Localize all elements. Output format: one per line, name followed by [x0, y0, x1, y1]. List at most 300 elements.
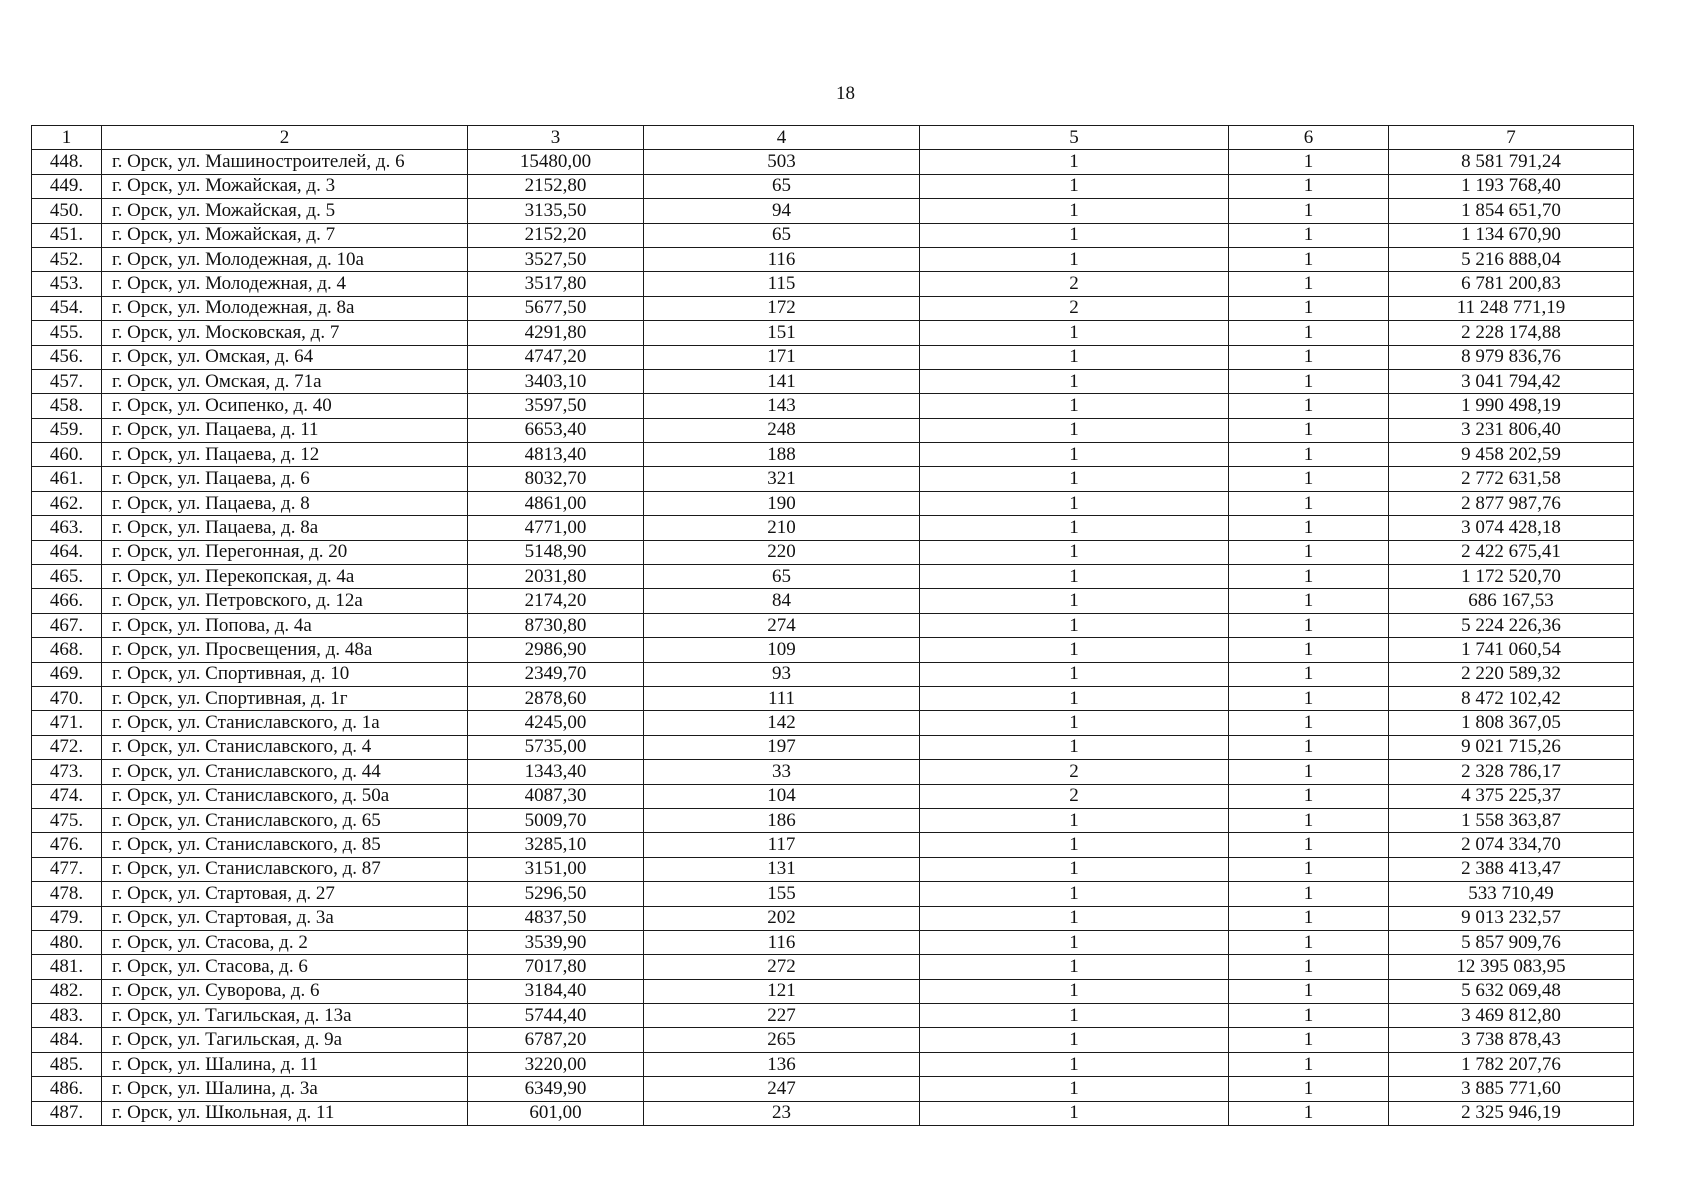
column-5-value-cell: 2: [920, 784, 1229, 808]
column-5-value-cell: 1: [920, 150, 1229, 174]
row-number-cell: 455.: [32, 321, 102, 345]
area-cell: 3220,00: [468, 1052, 644, 1076]
column-5-value-cell: 1: [920, 321, 1229, 345]
residents-cell: 116: [644, 247, 920, 271]
table-row: [32, 906, 1634, 930]
residents-cell: 93: [644, 662, 920, 686]
area-cell: 15480,00: [468, 150, 644, 174]
area-cell: 8032,70: [468, 467, 644, 491]
table-row: [32, 296, 1634, 320]
cost-cell: 1 172 520,70: [1389, 565, 1634, 589]
row-number-cell: 475.: [32, 808, 102, 832]
area-cell: 3527,50: [468, 247, 644, 271]
column-6-value-cell: 1: [1229, 808, 1389, 832]
address-cell: г. Орск, ул. Осипенко, д. 40: [102, 394, 468, 418]
area-cell: 1343,40: [468, 760, 644, 784]
area-cell: 4861,00: [468, 491, 644, 515]
table-row: [32, 491, 1634, 515]
cost-cell: 4 375 225,37: [1389, 784, 1634, 808]
area-cell: 5296,50: [468, 882, 644, 906]
row-number-cell: 481.: [32, 955, 102, 979]
table-header: [32, 126, 1634, 150]
address-cell: г. Орск, ул. Перегонная, д. 20: [102, 540, 468, 564]
table-row: [32, 882, 1634, 906]
column-header-1: 1: [32, 126, 102, 150]
area-cell: 5148,90: [468, 540, 644, 564]
column-6-value-cell: 1: [1229, 711, 1389, 735]
area-cell: 3135,50: [468, 199, 644, 223]
area-cell: 8730,80: [468, 613, 644, 637]
table-row: [32, 369, 1634, 393]
column-6-value-cell: 1: [1229, 540, 1389, 564]
address-cell: г. Орск, ул. Просвещения, д. 48а: [102, 638, 468, 662]
column-5-value-cell: 1: [920, 223, 1229, 247]
column-header-5: 5: [920, 126, 1229, 150]
area-cell: 601,00: [468, 1101, 644, 1125]
cost-cell: 3 469 812,80: [1389, 1004, 1634, 1028]
row-number-cell: 454.: [32, 296, 102, 320]
table-row: [32, 955, 1634, 979]
area-cell: 2349,70: [468, 662, 644, 686]
row-number-cell: 448.: [32, 150, 102, 174]
column-5-value-cell: 1: [920, 345, 1229, 369]
column-6-value-cell: 1: [1229, 662, 1389, 686]
row-number-cell: 482.: [32, 979, 102, 1003]
residents-cell: 503: [644, 150, 920, 174]
cost-cell: 2 328 786,17: [1389, 760, 1634, 784]
column-6-value-cell: 1: [1229, 491, 1389, 515]
table-row: [32, 418, 1634, 442]
cost-cell: 3 885 771,60: [1389, 1077, 1634, 1101]
residents-cell: 23: [644, 1101, 920, 1125]
column-6-value-cell: 1: [1229, 638, 1389, 662]
address-cell: г. Орск, ул. Станиславского, д. 50а: [102, 784, 468, 808]
row-number-cell: 485.: [32, 1052, 102, 1076]
column-5-value-cell: 1: [920, 882, 1229, 906]
cost-cell: 5 224 226,36: [1389, 613, 1634, 637]
cost-cell: 2 772 631,58: [1389, 467, 1634, 491]
address-cell: г. Орск, ул. Спортивная, д. 1г: [102, 686, 468, 710]
table-row: [32, 1028, 1634, 1052]
column-5-value-cell: 1: [920, 589, 1229, 613]
area-cell: 5744,40: [468, 1004, 644, 1028]
area-cell: 4813,40: [468, 443, 644, 467]
table-row: [32, 784, 1634, 808]
table-row: [32, 711, 1634, 735]
address-cell: г. Орск, ул. Станиславского, д. 65: [102, 808, 468, 832]
area-cell: 3517,80: [468, 272, 644, 296]
area-cell: 3151,00: [468, 857, 644, 881]
area-cell: 7017,80: [468, 955, 644, 979]
cost-cell: 9 021 715,26: [1389, 735, 1634, 759]
row-number-cell: 464.: [32, 540, 102, 564]
residents-cell: 274: [644, 613, 920, 637]
residents-cell: 188: [644, 443, 920, 467]
residents-cell: 186: [644, 808, 920, 832]
residents-cell: 265: [644, 1028, 920, 1052]
column-6-value-cell: 1: [1229, 443, 1389, 467]
table-row: [32, 662, 1634, 686]
cost-cell: 8 979 836,76: [1389, 345, 1634, 369]
address-cell: г. Орск, ул. Пацаева, д. 12: [102, 443, 468, 467]
row-number-cell: 462.: [32, 491, 102, 515]
table-row: [32, 979, 1634, 1003]
residents-cell: 84: [644, 589, 920, 613]
cost-cell: 3 074 428,18: [1389, 516, 1634, 540]
address-cell: г. Орск, ул. Можайская, д. 5: [102, 199, 468, 223]
row-number-cell: 477.: [32, 857, 102, 881]
address-cell: г. Орск, ул. Стартовая, д. 27: [102, 882, 468, 906]
column-6-value-cell: 1: [1229, 296, 1389, 320]
column-6-value-cell: 1: [1229, 394, 1389, 418]
column-5-value-cell: 1: [920, 199, 1229, 223]
residents-cell: 115: [644, 272, 920, 296]
column-5-value-cell: 1: [920, 1052, 1229, 1076]
row-number-cell: 459.: [32, 418, 102, 442]
column-5-value-cell: 1: [920, 467, 1229, 491]
area-cell: 6653,40: [468, 418, 644, 442]
address-cell: г. Орск, ул. Станиславского, д. 4: [102, 735, 468, 759]
cost-cell: 1 990 498,19: [1389, 394, 1634, 418]
area-cell: 2174,20: [468, 589, 644, 613]
row-number-cell: 451.: [32, 223, 102, 247]
column-6-value-cell: 1: [1229, 1004, 1389, 1028]
column-5-value-cell: 1: [920, 443, 1229, 467]
column-6-value-cell: 1: [1229, 247, 1389, 271]
cost-cell: 9 013 232,57: [1389, 906, 1634, 930]
address-cell: г. Орск, ул. Спортивная, д. 10: [102, 662, 468, 686]
cost-cell: 2 228 174,88: [1389, 321, 1634, 345]
column-6-value-cell: 1: [1229, 1101, 1389, 1125]
cost-cell: 1 741 060,54: [1389, 638, 1634, 662]
residents-cell: 104: [644, 784, 920, 808]
address-cell: г. Орск, ул. Молодежная, д. 4: [102, 272, 468, 296]
row-number-cell: 469.: [32, 662, 102, 686]
cost-cell: 6 781 200,83: [1389, 272, 1634, 296]
row-number-cell: 452.: [32, 247, 102, 271]
column-6-value-cell: 1: [1229, 955, 1389, 979]
residents-cell: 141: [644, 369, 920, 393]
column-6-value-cell: 1: [1229, 589, 1389, 613]
table-row: [32, 516, 1634, 540]
area-cell: 2878,60: [468, 686, 644, 710]
column-5-value-cell: 1: [920, 955, 1229, 979]
row-number-cell: 456.: [32, 345, 102, 369]
cost-cell: 1 134 670,90: [1389, 223, 1634, 247]
column-6-value-cell: 1: [1229, 418, 1389, 442]
residents-cell: 117: [644, 833, 920, 857]
column-6-value-cell: 1: [1229, 1028, 1389, 1052]
address-cell: г. Орск, ул. Тагильская, д. 9а: [102, 1028, 468, 1052]
residents-cell: 227: [644, 1004, 920, 1028]
column-5-value-cell: 2: [920, 296, 1229, 320]
table-row: [32, 857, 1634, 881]
column-5-value-cell: 1: [920, 735, 1229, 759]
cost-cell: 5 216 888,04: [1389, 247, 1634, 271]
address-cell: г. Орск, ул. Можайская, д. 3: [102, 174, 468, 198]
cost-cell: 8 472 102,42: [1389, 686, 1634, 710]
cost-cell: 686 167,53: [1389, 589, 1634, 613]
cost-cell: 12 395 083,95: [1389, 955, 1634, 979]
table-row: [32, 321, 1634, 345]
area-cell: 4245,00: [468, 711, 644, 735]
column-6-value-cell: 1: [1229, 223, 1389, 247]
column-6-value-cell: 1: [1229, 784, 1389, 808]
residents-cell: 65: [644, 174, 920, 198]
row-number-cell: 487.: [32, 1101, 102, 1125]
column-6-value-cell: 1: [1229, 735, 1389, 759]
column-5-value-cell: 1: [920, 833, 1229, 857]
address-cell: г. Орск, ул. Суворова, д. 6: [102, 979, 468, 1003]
residents-cell: 172: [644, 296, 920, 320]
address-cell: г. Орск, ул. Стасова, д. 6: [102, 955, 468, 979]
residents-cell: 65: [644, 223, 920, 247]
column-5-value-cell: 1: [920, 565, 1229, 589]
row-number-cell: 470.: [32, 686, 102, 710]
table-row: [32, 638, 1634, 662]
address-cell: г. Орск, ул. Пацаева, д. 8: [102, 491, 468, 515]
address-cell: г. Орск, ул. Можайская, д. 7: [102, 223, 468, 247]
residents-cell: 131: [644, 857, 920, 881]
area-cell: 5009,70: [468, 808, 644, 832]
row-number-cell: 468.: [32, 638, 102, 662]
area-cell: 6787,20: [468, 1028, 644, 1052]
table-row: [32, 565, 1634, 589]
column-5-value-cell: 1: [920, 857, 1229, 881]
residents-cell: 171: [644, 345, 920, 369]
row-number-cell: 463.: [32, 516, 102, 540]
table-row: [32, 345, 1634, 369]
area-cell: 4747,20: [468, 345, 644, 369]
table-row: [32, 150, 1634, 174]
column-5-value-cell: 1: [920, 418, 1229, 442]
column-6-value-cell: 1: [1229, 321, 1389, 345]
area-cell: 5735,00: [468, 735, 644, 759]
area-cell: 4087,30: [468, 784, 644, 808]
address-cell: г. Орск, ул. Станиславского, д. 1а: [102, 711, 468, 735]
residents-cell: 190: [644, 491, 920, 515]
residents-cell: 111: [644, 686, 920, 710]
area-cell: 3184,40: [468, 979, 644, 1003]
area-cell: 2152,20: [468, 223, 644, 247]
row-number-cell: 467.: [32, 613, 102, 637]
cost-cell: 2 325 946,19: [1389, 1101, 1634, 1125]
cost-cell: 3 738 878,43: [1389, 1028, 1634, 1052]
residents-cell: 202: [644, 906, 920, 930]
cost-cell: 2 220 589,32: [1389, 662, 1634, 686]
building-register-table: [31, 125, 1634, 1126]
table-row: [32, 272, 1634, 296]
area-cell: 5677,50: [468, 296, 644, 320]
residents-cell: 121: [644, 979, 920, 1003]
address-cell: г. Орск, ул. Пацаева, д. 11: [102, 418, 468, 442]
table-row: [32, 394, 1634, 418]
address-cell: г. Орск, ул. Шалина, д. 3а: [102, 1077, 468, 1101]
address-cell: г. Орск, ул. Омская, д. 64: [102, 345, 468, 369]
address-cell: г. Орск, ул. Станиславского, д. 85: [102, 833, 468, 857]
address-cell: г. Орск, ул. Пацаева, д. 8а: [102, 516, 468, 540]
address-cell: г. Орск, ул. Перекопская, д. 4а: [102, 565, 468, 589]
column-header-3: 3: [468, 126, 644, 150]
cost-cell: 2 422 675,41: [1389, 540, 1634, 564]
column-6-value-cell: 1: [1229, 906, 1389, 930]
cost-cell: 2 388 413,47: [1389, 857, 1634, 881]
cost-cell: 1 558 363,87: [1389, 808, 1634, 832]
table-row: [32, 1101, 1634, 1125]
column-5-value-cell: 1: [920, 930, 1229, 954]
column-5-value-cell: 1: [920, 1028, 1229, 1052]
area-cell: 4291,80: [468, 321, 644, 345]
column-6-value-cell: 1: [1229, 272, 1389, 296]
row-number-cell: 453.: [32, 272, 102, 296]
area-cell: 3539,90: [468, 930, 644, 954]
residents-cell: 247: [644, 1077, 920, 1101]
row-number-cell: 472.: [32, 735, 102, 759]
address-cell: г. Орск, ул. Стасова, д. 2: [102, 930, 468, 954]
header-row: [32, 126, 1634, 150]
cost-cell: 533 710,49: [1389, 882, 1634, 906]
column-6-value-cell: 1: [1229, 150, 1389, 174]
column-header-7: 7: [1389, 126, 1634, 150]
column-5-value-cell: 1: [920, 394, 1229, 418]
table-row: [32, 1052, 1634, 1076]
address-cell: г. Орск, ул. Шалина, д. 11: [102, 1052, 468, 1076]
row-number-cell: 483.: [32, 1004, 102, 1028]
area-cell: 6349,90: [468, 1077, 644, 1101]
residents-cell: 116: [644, 930, 920, 954]
table-row: [32, 443, 1634, 467]
area-cell: 3285,10: [468, 833, 644, 857]
column-6-value-cell: 1: [1229, 1077, 1389, 1101]
column-5-value-cell: 1: [920, 613, 1229, 637]
column-5-value-cell: 1: [920, 979, 1229, 1003]
cost-cell: 9 458 202,59: [1389, 443, 1634, 467]
table-row: [32, 589, 1634, 613]
area-cell: 4837,50: [468, 906, 644, 930]
column-6-value-cell: 1: [1229, 930, 1389, 954]
column-header-2: 2: [102, 126, 468, 150]
column-5-value-cell: 1: [920, 369, 1229, 393]
column-6-value-cell: 1: [1229, 613, 1389, 637]
address-cell: г. Орск, ул. Молодежная, д. 8а: [102, 296, 468, 320]
cost-cell: 1 782 207,76: [1389, 1052, 1634, 1076]
column-6-value-cell: 1: [1229, 174, 1389, 198]
residents-cell: 272: [644, 955, 920, 979]
area-cell: 2986,90: [468, 638, 644, 662]
column-5-value-cell: 1: [920, 1004, 1229, 1028]
column-5-value-cell: 1: [920, 247, 1229, 271]
row-number-cell: 474.: [32, 784, 102, 808]
row-number-cell: 480.: [32, 930, 102, 954]
row-number-cell: 449.: [32, 174, 102, 198]
area-cell: 4771,00: [468, 516, 644, 540]
address-cell: г. Орск, ул. Омская, д. 71а: [102, 369, 468, 393]
row-number-cell: 461.: [32, 467, 102, 491]
residents-cell: 65: [644, 565, 920, 589]
address-cell: г. Орск, ул. Петровского, д. 12а: [102, 589, 468, 613]
column-5-value-cell: 1: [920, 540, 1229, 564]
row-number-cell: 458.: [32, 394, 102, 418]
residents-cell: 151: [644, 321, 920, 345]
column-5-value-cell: 1: [920, 662, 1229, 686]
row-number-cell: 466.: [32, 589, 102, 613]
area-cell: 2152,80: [468, 174, 644, 198]
table-row: [32, 735, 1634, 759]
table-row: [32, 1077, 1634, 1101]
column-6-value-cell: 1: [1229, 833, 1389, 857]
residents-cell: 248: [644, 418, 920, 442]
row-number-cell: 486.: [32, 1077, 102, 1101]
residents-cell: 142: [644, 711, 920, 735]
column-6-value-cell: 1: [1229, 516, 1389, 540]
address-cell: г. Орск, ул. Пацаева, д. 6: [102, 467, 468, 491]
cost-cell: 5 632 069,48: [1389, 979, 1634, 1003]
column-6-value-cell: 1: [1229, 686, 1389, 710]
page-number: 18: [836, 83, 855, 104]
table-row: [32, 223, 1634, 247]
address-cell: г. Орск, ул. Попова, д. 4а: [102, 613, 468, 637]
table-row: [32, 1004, 1634, 1028]
table-row: [32, 833, 1634, 857]
cost-cell: 1 808 367,05: [1389, 711, 1634, 735]
residents-cell: 210: [644, 516, 920, 540]
address-cell: г. Орск, ул. Молодежная, д. 10а: [102, 247, 468, 271]
address-cell: г. Орск, ул. Стартовая, д. 3а: [102, 906, 468, 930]
cost-cell: 8 581 791,24: [1389, 150, 1634, 174]
column-5-value-cell: 1: [920, 491, 1229, 515]
row-number-cell: 471.: [32, 711, 102, 735]
row-number-cell: 457.: [32, 369, 102, 393]
table-row: [32, 540, 1634, 564]
address-cell: г. Орск, ул. Станиславского, д. 87: [102, 857, 468, 881]
address-cell: г. Орск, ул. Школьная, д. 11: [102, 1101, 468, 1125]
area-cell: 2031,80: [468, 565, 644, 589]
column-6-value-cell: 1: [1229, 857, 1389, 881]
column-5-value-cell: 1: [920, 686, 1229, 710]
table-row: [32, 686, 1634, 710]
cost-cell: 11 248 771,19: [1389, 296, 1634, 320]
table-row: [32, 247, 1634, 271]
column-6-value-cell: 1: [1229, 882, 1389, 906]
column-6-value-cell: 1: [1229, 760, 1389, 784]
address-cell: г. Орск, ул. Тагильская, д. 13а: [102, 1004, 468, 1028]
column-5-value-cell: 1: [920, 174, 1229, 198]
table-row: [32, 199, 1634, 223]
column-6-value-cell: 1: [1229, 979, 1389, 1003]
table-row: [32, 808, 1634, 832]
column-5-value-cell: 1: [920, 1101, 1229, 1125]
column-5-value-cell: 2: [920, 760, 1229, 784]
cost-cell: 2 877 987,76: [1389, 491, 1634, 515]
cost-cell: 3 231 806,40: [1389, 418, 1634, 442]
residents-cell: 155: [644, 882, 920, 906]
column-5-value-cell: 1: [920, 906, 1229, 930]
column-6-value-cell: 1: [1229, 369, 1389, 393]
residents-cell: 143: [644, 394, 920, 418]
column-6-value-cell: 1: [1229, 1052, 1389, 1076]
residents-cell: 33: [644, 760, 920, 784]
column-header-4: 4: [644, 126, 920, 150]
area-cell: 3403,10: [468, 369, 644, 393]
column-header-6: 6: [1229, 126, 1389, 150]
column-6-value-cell: 1: [1229, 565, 1389, 589]
address-cell: г. Орск, ул. Станиславского, д. 44: [102, 760, 468, 784]
table-row: [32, 613, 1634, 637]
table-body: [32, 150, 1634, 1126]
row-number-cell: 450.: [32, 199, 102, 223]
column-5-value-cell: 1: [920, 516, 1229, 540]
column-5-value-cell: 1: [920, 1077, 1229, 1101]
